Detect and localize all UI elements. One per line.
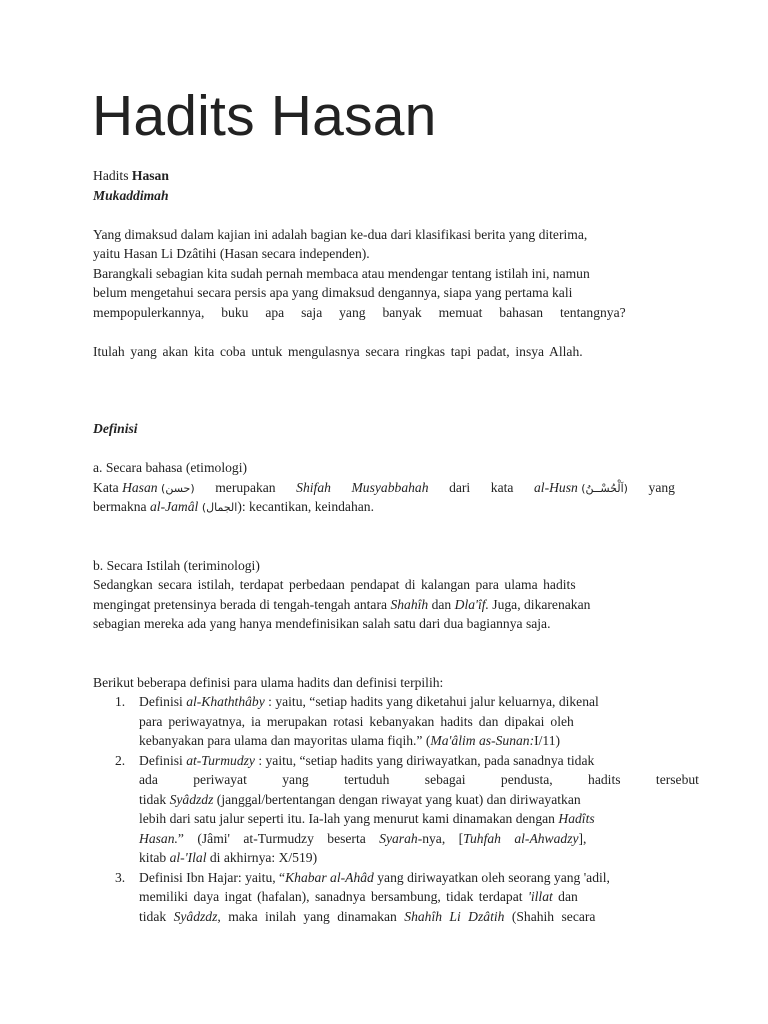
list-item-2: 2. Definisi at-Turmudzy : yaitu, “setiap hadits yang diriwayatkan, pada sanadnya tidak ada periwayat yang tertuduh sebagai pendusta, hadits tersebut tidak Syâdzdz (janggal/bertentangan dengan riwayat yang kuat) dan diriwayatkan lebih dari satu jalur seperti itu. Ia-lah yang menurut kami dinamakan dengan Hadîts Hasan.” (Jâmi' at-Turmudzy beserta Syarah-nya, [Tuhfah al-Ahwadzy], kitab al-'Ilal di akhirnya: X/519)	[115, 752, 699, 865]
section-istilah	[93, 556, 675, 634]
bahasa-heading: a. Secara bahasa (etimologi)	[93, 460, 247, 475]
intro-line-5: mempopulerkannya, buku apa saja yang banyak memuat bahasan tentangnya?	[93, 304, 626, 320]
list-number: 2.	[115, 752, 126, 768]
bahasa-line-2: bermakna al-Jamâl (الجمال): kecantikan, keindahan.	[93, 499, 374, 514]
heading-definisi: Definisi	[93, 421, 138, 436]
definition-list	[93, 692, 699, 926]
list-intro: Berikut beberapa definisi para ulama hadits dan definisi terpilih:	[93, 674, 444, 690]
istilah-heading: b. Secara Istilah (teriminologi)	[93, 557, 260, 573]
heading-mukaddimah: Mukaddimah	[93, 187, 169, 203]
intro-line-4: belum mengetahui secara persis apa yang dimaksud dengannya, siapa yang pertama kali	[93, 285, 573, 300]
list-number: 1.	[115, 694, 126, 709]
intro-line-1: Yang dimaksud dalam kajian ini adalah bagian ke-dua dari klasifikasi berita yang diterima,	[93, 226, 588, 242]
intro-line-2: yaitu Hasan Li Dzâtihi (Hasan secara independen).	[93, 246, 370, 261]
istilah-line-2: mengingat pretensinya berada di tengah-tengah antara Shahîh dan Dla'îf. Juga, dikarenakan	[93, 596, 591, 612]
section-bahasa	[93, 458, 675, 517]
list-item-3: 3. Definisi Ibn Hajar: yaitu, “Khabar al-Ahâd yang diriwayatkan oleh seorang yang 'adil, memiliki daya ingat (hafalan), sanadnya bersambung, tidak terdapat 'illat dan tidak Syâdzdz, maka inilah yang dinamakan Shahîh Li Dzâtih (Shahih secara	[115, 869, 610, 924]
subtitle: Hadits Hasan	[93, 168, 169, 183]
istilah-line-1: Sedangkan secara istilah, terdapat perbedaan pendapat di kalangan para ulama hadits	[93, 577, 576, 592]
intro-paragraph	[93, 225, 675, 362]
istilah-line-3: sebagian mereka ada yang hanya mendefinisikan salah satu dari dua bagiannya saja.	[93, 616, 551, 631]
bahasa-line-1: Kata Hasan (حسن) merupakan Shifah Musyabbahah dari kata al-Husn (اَلْحُسْــنُ) yang	[93, 479, 675, 495]
list-item-1: 1. Definisi al-Khaththâby : yaitu, “setiap hadits yang diketahui jalur keluarnya, dikenal para periwayatnya, ia merupakan rotasi kebanyakan hadits dan dipakai oleh kebanyakan para ulama dan mayoritas ulama fiqih.” (Ma'âlim as-Sunan:I/11)	[115, 694, 599, 748]
intro-line-3: Barangkali sebagian kita sudah pernah membaca atau mendengar tentang istilah ini, namun	[93, 265, 590, 281]
page-title: Hadits Hasan	[92, 84, 437, 148]
list-number: 3.	[115, 869, 126, 885]
intro-line-6: Itulah yang akan kita coba untuk mengulasnya secara ringkas tapi padat, insya Allah.	[93, 343, 583, 359]
document-body	[93, 166, 699, 926]
